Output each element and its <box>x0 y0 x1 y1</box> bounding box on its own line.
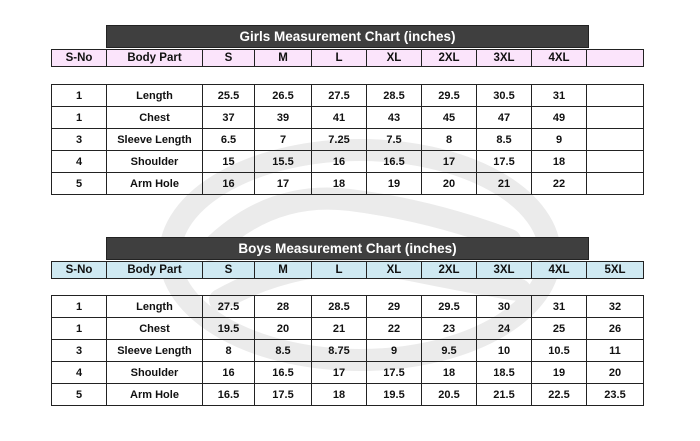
table-cell: 17 <box>312 362 367 384</box>
girls-header-table <box>51 49 644 67</box>
column-header: M <box>255 262 312 279</box>
table-cell: 6.5 <box>203 129 255 151</box>
table-cell: 43 <box>367 107 422 129</box>
table-cell: 27.5 <box>203 296 255 318</box>
table-cell: Length <box>107 296 203 318</box>
table-cell: 17 <box>255 173 312 195</box>
table-cell: 4 <box>52 151 107 173</box>
table-cell: 41 <box>312 107 367 129</box>
table-cell: 10.5 <box>532 340 587 362</box>
table-row <box>52 362 644 384</box>
table-cell: 39 <box>255 107 312 129</box>
table-cell: 8 <box>203 340 255 362</box>
girls-measurement-table <box>51 84 644 195</box>
table-cell: 16.5 <box>255 362 312 384</box>
column-header: S-No <box>52 50 107 67</box>
table-cell: 4 <box>52 362 107 384</box>
column-header: L <box>312 262 367 279</box>
table-cell: 28.5 <box>312 296 367 318</box>
table-cell: Length <box>107 85 203 107</box>
table-cell: 19.5 <box>367 384 422 406</box>
table-cell: Arm Hole <box>107 384 203 406</box>
table-cell: 26.5 <box>255 85 312 107</box>
table-cell: 18 <box>312 173 367 195</box>
column-header: L <box>312 50 367 67</box>
table-cell: 8.5 <box>477 129 532 151</box>
table-cell: Arm Hole <box>107 173 203 195</box>
table-cell: 22 <box>532 173 587 195</box>
table-cell: 5 <box>52 173 107 195</box>
table-cell: 22 <box>367 318 422 340</box>
table-cell: 29.5 <box>422 296 477 318</box>
table-cell: 1 <box>52 296 107 318</box>
table-cell <box>587 151 644 173</box>
table-cell: 20.5 <box>422 384 477 406</box>
table-row <box>52 340 644 362</box>
table-cell: 27.5 <box>312 85 367 107</box>
table-cell: 8.5 <box>255 340 312 362</box>
table-cell <box>587 107 644 129</box>
table-cell: 30.5 <box>477 85 532 107</box>
table-cell: 17.5 <box>367 362 422 384</box>
table-cell: 17.5 <box>477 151 532 173</box>
table-cell: 29 <box>367 296 422 318</box>
table-cell: 24 <box>477 318 532 340</box>
boys-measurement-table <box>51 295 644 406</box>
table-cell: 7.5 <box>367 129 422 151</box>
table-row <box>52 129 644 151</box>
table-row <box>52 173 644 195</box>
table-cell: 19 <box>532 362 587 384</box>
column-header: 4XL <box>532 262 587 279</box>
table-cell: 16.5 <box>203 384 255 406</box>
boys-header-table <box>51 261 644 279</box>
column-header <box>587 50 644 67</box>
table-cell: 49 <box>532 107 587 129</box>
table-cell: 10 <box>477 340 532 362</box>
table-cell: 15.5 <box>255 151 312 173</box>
table-cell: 21.5 <box>477 384 532 406</box>
table-cell: 1 <box>52 85 107 107</box>
table-cell: 17 <box>422 151 477 173</box>
table-cell: 31 <box>532 296 587 318</box>
table-cell: 5 <box>52 384 107 406</box>
table-cell: 25.5 <box>203 85 255 107</box>
table-cell: 16 <box>203 173 255 195</box>
column-header: Body Part <box>107 262 203 279</box>
column-header: 4XL <box>532 50 587 67</box>
girls-chart-title: Girls Measurement Chart (inches) <box>106 25 589 48</box>
table-row <box>52 384 644 406</box>
column-header: Body Part <box>107 50 203 67</box>
table-cell: 18 <box>312 384 367 406</box>
table-cell: 20 <box>587 362 644 384</box>
table-cell: 9 <box>367 340 422 362</box>
column-header: S-No <box>52 262 107 279</box>
table-cell: 21 <box>477 173 532 195</box>
table-cell: 21 <box>312 318 367 340</box>
table-row <box>52 296 644 318</box>
table-row <box>52 318 644 340</box>
column-header: S <box>203 50 255 67</box>
table-cell <box>587 129 644 151</box>
table-cell: 26 <box>587 318 644 340</box>
table-cell: Chest <box>107 107 203 129</box>
column-header: M <box>255 50 312 67</box>
table-cell: 1 <box>52 107 107 129</box>
girls-header-row <box>52 50 644 67</box>
table-cell: 23.5 <box>587 384 644 406</box>
table-cell: 1 <box>52 318 107 340</box>
column-header: 5XL <box>587 262 644 279</box>
table-cell: 31 <box>532 85 587 107</box>
table-cell: 18 <box>532 151 587 173</box>
table-cell: 7.25 <box>312 129 367 151</box>
table-cell <box>587 173 644 195</box>
table-cell: 28 <box>255 296 312 318</box>
table-cell: 37 <box>203 107 255 129</box>
table-cell: 11 <box>587 340 644 362</box>
table-cell: 25 <box>532 318 587 340</box>
table-cell: 47 <box>477 107 532 129</box>
table-cell: Shoulder <box>107 151 203 173</box>
table-cell <box>587 85 644 107</box>
table-cell: Sleeve Length <box>107 129 203 151</box>
column-header: 2XL <box>422 50 477 67</box>
table-cell: 19.5 <box>203 318 255 340</box>
column-header: 3XL <box>477 50 532 67</box>
table-cell: 3 <box>52 340 107 362</box>
table-cell: 23 <box>422 318 477 340</box>
table-cell: Shoulder <box>107 362 203 384</box>
table-cell: 45 <box>422 107 477 129</box>
table-row <box>52 85 644 107</box>
table-cell: 7 <box>255 129 312 151</box>
table-row <box>52 107 644 129</box>
table-cell: 19 <box>367 173 422 195</box>
boys-chart-title: Boys Measurement Chart (inches) <box>106 237 589 260</box>
column-header: S <box>203 262 255 279</box>
table-cell: Chest <box>107 318 203 340</box>
table-cell: 30 <box>477 296 532 318</box>
column-header: XL <box>367 50 422 67</box>
table-cell: 32 <box>587 296 644 318</box>
table-cell: 20 <box>255 318 312 340</box>
table-cell: 15 <box>203 151 255 173</box>
boys-header-row <box>52 262 644 279</box>
table-cell: 22.5 <box>532 384 587 406</box>
table-cell: 17.5 <box>255 384 312 406</box>
table-cell: 29.5 <box>422 85 477 107</box>
table-cell: 16 <box>203 362 255 384</box>
column-header: 2XL <box>422 262 477 279</box>
table-cell: Sleeve Length <box>107 340 203 362</box>
column-header: 3XL <box>477 262 532 279</box>
table-cell: 18 <box>422 362 477 384</box>
table-cell: 3 <box>52 129 107 151</box>
table-row <box>52 151 644 173</box>
table-cell: 20 <box>422 173 477 195</box>
table-cell: 9 <box>532 129 587 151</box>
table-cell: 28.5 <box>367 85 422 107</box>
table-cell: 16.5 <box>367 151 422 173</box>
column-header: XL <box>367 262 422 279</box>
table-cell: 9.5 <box>422 340 477 362</box>
table-cell: 18.5 <box>477 362 532 384</box>
table-cell: 16 <box>312 151 367 173</box>
table-cell: 8.75 <box>312 340 367 362</box>
table-cell: 8 <box>422 129 477 151</box>
